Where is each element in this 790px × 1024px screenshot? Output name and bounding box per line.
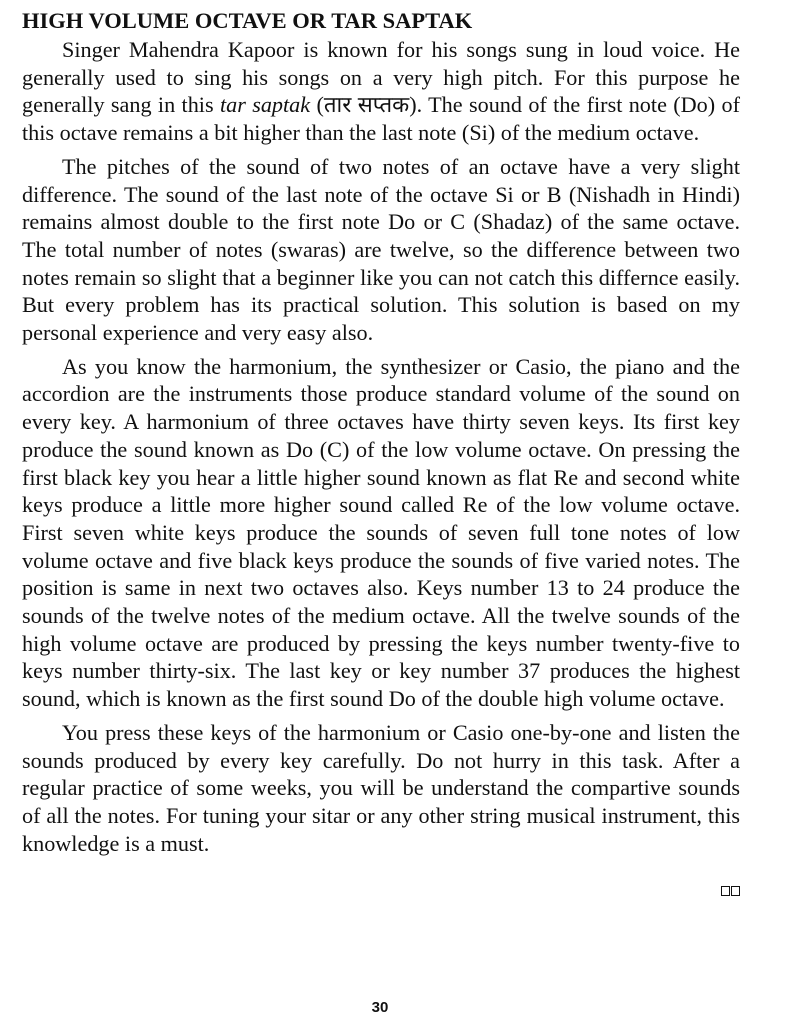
- paragraph-2: The pitches of the sound of two notes of an octave have a very slight difference. The sound of the last note of the octave Si or B (Nishadh in Hindi) remains almost double to the first note Do or C (Shadaz) of the same octave. The total number of notes (swaras) are twelve, so the difference between two notes remain so slight that a beginner like you can not catch this differnce easily. But every problem has its practical solution. This solution is based on my personal experience and very easy also.: [22, 153, 740, 346]
- italic-term: tar saptak: [219, 92, 311, 118]
- paragraph-1-text-cont: (तार सप्तक). The sound of the first note (Do) of this octave remains a bit higher than the last note (Si) of the medium octave.: [22, 92, 741, 146]
- paragraph-3: As you know the harmonium, the synthesizer or Casio, the piano and the accordion are the instruments those produce standard volume of the sound on every key. A harmonium of three octaves have thirty seven keys. Its first key produce the sound known as Do (C) of the low volume octave. On pressing the first black key you hear a little higher sound known as flat Re and second white keys produce a little more higher sound called Re of the low volume octave. First seven white keys produce the sounds of seven full tone notes of low volume octave and five black keys produce the sounds of five varied notes. The position is same in next two octaves also. Keys number 13 to 24 produce the sounds of the twelve notes of the medium octave. All the twelve sounds of the high volume octave are produced by pressing the keys number twenty-five to keys number thirty-six. The last key or key number 37 produces the highest sound, which is known as the first sound Do of the double high volume octave.: [22, 353, 740, 712]
- paragraph-1: [22, 36, 740, 147]
- square-icon: [731, 886, 740, 896]
- paragraph-1-text: Singer Mahendra Kapoor is known for his songs sung in loud voice. He generally used to sing his songs on a very high pitch. For this purpose he generally sang in this: [22, 37, 740, 118]
- square-icon: [721, 886, 730, 896]
- document-page: [22, 6, 740, 857]
- page-number: 30: [371, 999, 389, 1016]
- section-heading: HIGH VOLUME OCTAVE OR TAR SAPTAK: [22, 8, 473, 33]
- paragraph-4: You press these keys of the harmonium or Casio one-by-one and listen the sounds produced by every key carefully. Do not hurry in this task. After a regular practice of some weeks, you will be understand the compartive sounds of all the notes. For tuning your sitar or any other string musical instrument, this knowledge is a must.: [22, 719, 740, 856]
- end-of-chapter-icon: [721, 886, 740, 896]
